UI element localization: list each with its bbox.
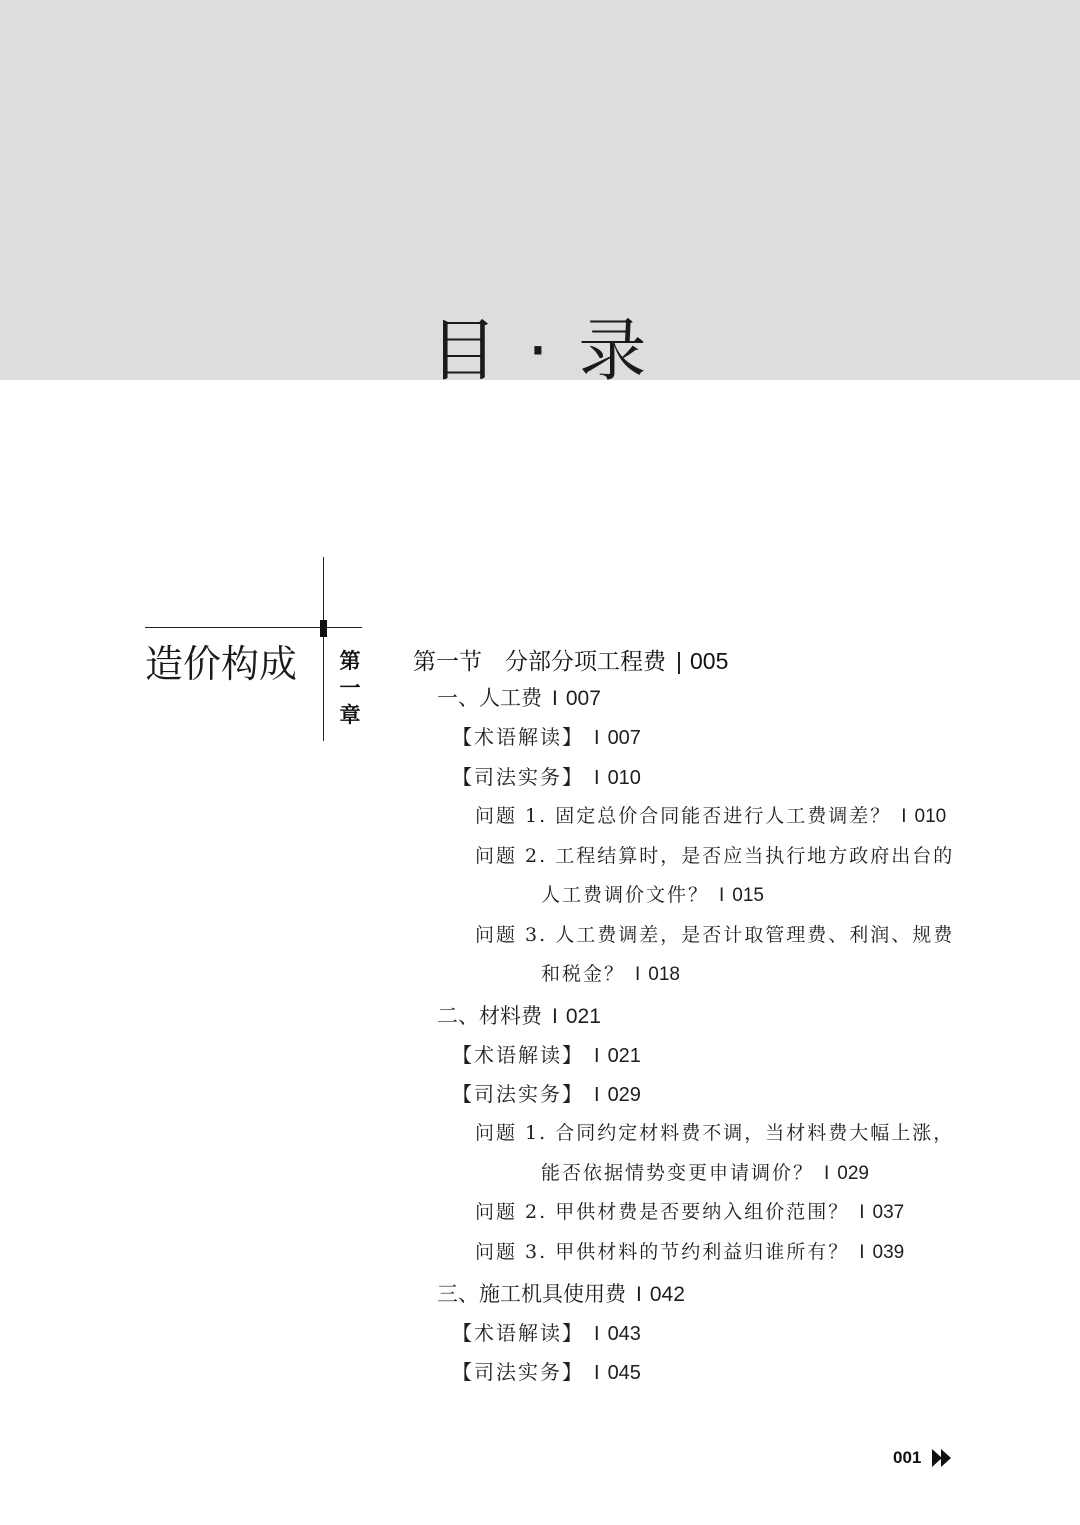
toc-entry-subsection[interactable] xyxy=(437,684,601,713)
toc-entry-page: 045 xyxy=(607,1362,641,1384)
toc-entry-text: 【司法实务】 xyxy=(452,1360,584,1384)
toc-entry-separator: I xyxy=(824,1163,830,1184)
toc-entry-text: 问题 2. 工程结算时，是否应当执行地方政府出台的 xyxy=(475,845,955,867)
chapter-label-char: 一 xyxy=(339,676,361,700)
toc-entry-text: 问题 2. 甲供材费是否要纳入组价范围？ xyxy=(475,1201,850,1223)
toc-entry-tag[interactable] xyxy=(452,724,641,751)
toc-entry-text: 【司法实务】 xyxy=(452,1082,584,1106)
toc-entry-separator: I xyxy=(635,964,641,985)
toc-entry-page: 021 xyxy=(607,1045,641,1067)
toc-entry-page: 010 xyxy=(607,767,641,789)
toc-entry-tag[interactable] xyxy=(452,1042,641,1069)
chapter-label-char: 章 xyxy=(339,703,361,727)
toc-entry-page: 007 xyxy=(607,727,641,749)
toc-entry-section[interactable] xyxy=(413,646,728,677)
toc-entry-subsection[interactable] xyxy=(437,1002,601,1031)
toc-entry-text: 二、材料费 xyxy=(437,1004,542,1028)
toc-entry-text: 问题 1. 合同约定材料费不调，当材料费大幅上涨， xyxy=(475,1122,955,1144)
toc-entry-text: 和税金？ xyxy=(541,963,626,985)
toc-entry-page: 042 xyxy=(649,1283,685,1306)
toc-entry-question[interactable] xyxy=(475,803,946,830)
toc-entry-page: 021 xyxy=(565,1005,601,1028)
toc-entry-page: 039 xyxy=(872,1242,905,1263)
toc-entry-subsection[interactable] xyxy=(437,1280,685,1309)
toc-entry-page: 029 xyxy=(607,1084,641,1106)
toc-entry-page: 029 xyxy=(837,1163,869,1184)
toc-entry-text: 人工费调价文件？ xyxy=(541,884,710,906)
toc-entry-question[interactable] xyxy=(475,843,954,869)
chapter-title: 造价构成 xyxy=(145,642,298,686)
toc-entry-text: 一、人工费 xyxy=(437,686,542,710)
toc-entry-separator: | xyxy=(676,648,682,674)
toc-entry-page: 007 xyxy=(565,687,601,710)
chapter-horizontal-rule xyxy=(145,627,362,628)
toc-entry-question-continued[interactable] xyxy=(541,882,764,909)
toc-entry-text: 问题 3. 甲供材料的节约利益归谁所有？ xyxy=(475,1241,850,1263)
footer-page-number: 001 xyxy=(893,1448,922,1467)
toc-entry-page: 015 xyxy=(732,885,764,906)
toc-entry-page: 043 xyxy=(607,1323,641,1345)
toc-entry-text: 问题 1. 固定总价合同能否进行人工费调差？ xyxy=(475,805,892,827)
double-arrow-right-icon xyxy=(932,1449,952,1467)
toc-entry-question-continued[interactable] xyxy=(541,1160,869,1187)
toc-entry-question[interactable] xyxy=(475,922,954,948)
toc-entry-separator: I xyxy=(594,1045,600,1067)
toc-entry-separator: I xyxy=(859,1202,865,1223)
toc-entry-separator: I xyxy=(636,1283,642,1306)
toc-entry-tag[interactable] xyxy=(452,1359,641,1386)
toc-entry-text: 【术语解读】 xyxy=(452,1043,584,1067)
toc-entry-question[interactable] xyxy=(475,1239,904,1266)
toc-entry-separator: I xyxy=(719,885,725,906)
toc-entry-separator: I xyxy=(594,727,600,749)
toc-entry-page: 010 xyxy=(914,806,947,827)
toc-entry-separator: I xyxy=(594,1362,600,1384)
toc-entry-page: 037 xyxy=(872,1202,905,1223)
toc-entry-page: 005 xyxy=(689,648,729,674)
toc-entry-separator: I xyxy=(594,1323,600,1345)
toc-entry-separator: I xyxy=(552,1005,558,1028)
toc-entry-question[interactable] xyxy=(475,1199,904,1226)
toc-entry-separator: I xyxy=(594,767,600,789)
toc-entry-text: 三、施工机具使用费 xyxy=(437,1282,626,1306)
chapter-vertical-rule xyxy=(323,557,324,741)
toc-entry-question-continued[interactable] xyxy=(541,961,680,988)
toc-entry-page: 018 xyxy=(648,964,680,985)
toc-entry-separator: I xyxy=(594,1084,600,1106)
page-title: 目 · 录 xyxy=(429,311,651,391)
toc-entry-text: 问题 3. 人工费调差，是否计取管理费、利润、规费 xyxy=(475,924,955,946)
toc-entry-question[interactable] xyxy=(475,1120,954,1146)
chapter-rule-marker xyxy=(320,620,327,637)
toc-entry-separator: I xyxy=(859,1242,865,1263)
toc-entry-text: 第一节 分部分项工程费 xyxy=(413,649,666,675)
toc-entry-text: 【术语解读】 xyxy=(452,725,584,749)
toc-entry-tag[interactable] xyxy=(452,1081,641,1108)
toc-entry-text: 【术语解读】 xyxy=(452,1321,584,1345)
chapter-label xyxy=(338,648,362,729)
toc-entry-tag[interactable] xyxy=(452,764,641,791)
toc-entry-text: 【司法实务】 xyxy=(452,765,584,789)
toc-entry-separator: I xyxy=(901,806,907,827)
toc-entry-tag[interactable] xyxy=(452,1320,641,1347)
chapter-label-char: 第 xyxy=(339,649,361,673)
toc-entry-text: 能否依据情势变更申请调价？ xyxy=(541,1162,815,1184)
toc-entry-separator: I xyxy=(552,687,558,710)
